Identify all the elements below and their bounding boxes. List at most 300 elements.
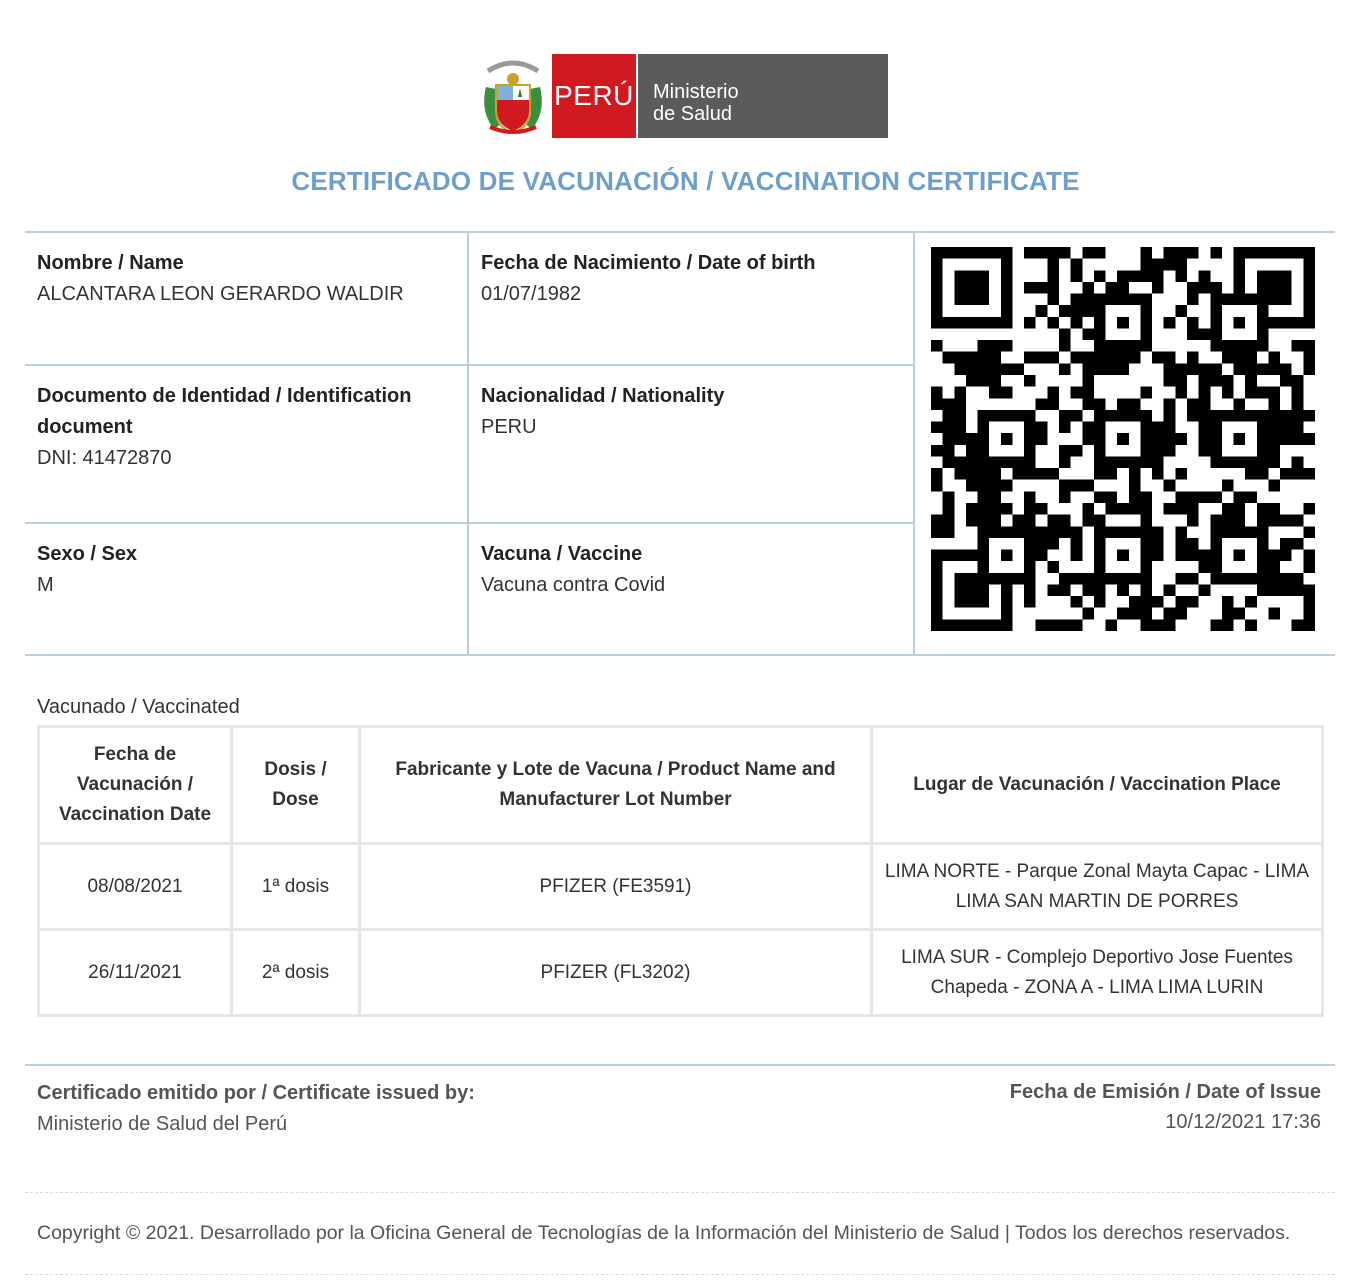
qr-module [1047, 398, 1059, 410]
qr-module [943, 619, 955, 631]
qr-module [1187, 398, 1199, 410]
qr-module [978, 352, 990, 364]
qr-module [966, 596, 978, 608]
qr-module [1175, 550, 1187, 562]
qr-module [1164, 410, 1176, 422]
qr-module [1106, 491, 1118, 503]
qr-module [1024, 573, 1036, 585]
qr-module [1222, 387, 1234, 399]
qr-module [1268, 247, 1280, 259]
qr-module [1245, 619, 1257, 631]
qr-module [1117, 573, 1129, 585]
qr-module [978, 596, 990, 608]
qr-module [1268, 550, 1280, 562]
qr-module [931, 305, 943, 317]
qr-module [1071, 619, 1083, 631]
name-label: Nombre / Name [37, 252, 184, 274]
qr-module [1140, 550, 1152, 562]
qr-module [1222, 375, 1234, 387]
qr-module [1024, 456, 1036, 468]
qr-module [1117, 584, 1129, 596]
qr-module [1175, 526, 1187, 538]
qr-module [1234, 282, 1246, 294]
qr-module [1280, 294, 1292, 306]
qr-module [1024, 491, 1036, 503]
qr-module [1303, 433, 1315, 445]
qr-module [1036, 550, 1048, 562]
qr-module [1012, 526, 1024, 538]
qr-module [1257, 456, 1269, 468]
qr-module [1106, 352, 1118, 364]
qr-module [1164, 259, 1176, 271]
qr-module [1292, 317, 1304, 329]
qr-module [1094, 596, 1106, 608]
qr-module [1175, 247, 1187, 259]
qr-module [1012, 573, 1024, 585]
qr-module [1257, 515, 1269, 527]
qr-module [954, 410, 966, 422]
qr-module [1164, 619, 1176, 631]
qr-module [1140, 515, 1152, 527]
qr-module [1047, 352, 1059, 364]
qr-module [1257, 387, 1269, 399]
qr-module [1234, 294, 1246, 306]
qr-module [1129, 608, 1141, 620]
qr-module [978, 445, 990, 457]
qr-module [943, 398, 955, 410]
qr-module [1164, 445, 1176, 457]
qr-module [1071, 445, 1083, 457]
qr-module [1001, 433, 1013, 445]
qr-module [1059, 480, 1071, 492]
qr-module [1245, 352, 1257, 364]
qr-module [1268, 317, 1280, 329]
qr-module [1129, 573, 1141, 585]
qr-module [978, 247, 990, 259]
qr-module [966, 503, 978, 515]
qr-module [1199, 584, 1211, 596]
qr-module [1140, 422, 1152, 434]
qr-module [1222, 352, 1234, 364]
qr-module [966, 550, 978, 562]
qr-module [1140, 445, 1152, 457]
qr-module [1268, 456, 1280, 468]
qr-module [1222, 503, 1234, 515]
qr-module [954, 317, 966, 329]
qr-module [1106, 410, 1118, 422]
qr-module [1140, 584, 1152, 596]
qr-module [1059, 328, 1071, 340]
qr-module [978, 491, 990, 503]
qr-module [1210, 515, 1222, 527]
qr-module [1106, 573, 1118, 585]
qr-module [1257, 363, 1269, 375]
qr-module [931, 608, 943, 620]
qr-module [1047, 294, 1059, 306]
qr-module [1187, 317, 1199, 329]
qr-module [1268, 282, 1280, 294]
qr-module [943, 491, 955, 503]
qr-module [1094, 491, 1106, 503]
dose-date: 26/11/2021 [39, 930, 232, 1016]
vaccination-table [37, 725, 1324, 1017]
qr-module [1164, 608, 1176, 620]
qr-module [1094, 584, 1106, 596]
qr-module [1047, 387, 1059, 399]
qr-module [1210, 328, 1222, 340]
qr-module [931, 270, 943, 282]
qr-module [954, 387, 966, 399]
qr-module [1152, 433, 1164, 445]
qr-module [1036, 619, 1048, 631]
qr-module [966, 375, 978, 387]
qr-module [1140, 619, 1152, 631]
qr-module [1129, 456, 1141, 468]
qr-module [1164, 352, 1176, 364]
qr-module [1257, 468, 1269, 480]
qr-module [1210, 526, 1222, 538]
qr-module [1257, 410, 1269, 422]
qr-module [943, 410, 955, 422]
qr-module [1071, 596, 1083, 608]
qr-module [1036, 282, 1048, 294]
qr-module [1140, 270, 1152, 282]
qr-module [989, 317, 1001, 329]
qr-module [1234, 608, 1246, 620]
dashed-divider [25, 1192, 1335, 1193]
qr-module [1140, 573, 1152, 585]
qr-module [978, 317, 990, 329]
qr-module [1071, 573, 1083, 585]
qr-module [1164, 375, 1176, 387]
qr-module [943, 247, 955, 259]
qr-module [1071, 352, 1083, 364]
qr-module [1106, 619, 1118, 631]
qr-module [1117, 270, 1129, 282]
qr-module [1234, 526, 1246, 538]
qr-module [1292, 573, 1304, 585]
qr-module [1012, 456, 1024, 468]
qr-module [1129, 596, 1141, 608]
qr-module [1152, 538, 1164, 550]
qr-module [989, 526, 1001, 538]
qr-module [1280, 433, 1292, 445]
qr-module [1024, 526, 1036, 538]
qr-module [1303, 584, 1315, 596]
qr-module [1280, 247, 1292, 259]
qr-module [1292, 410, 1304, 422]
qr-module [1140, 340, 1152, 352]
qr-module [1106, 340, 1118, 352]
qr-module [954, 270, 966, 282]
qr-module [1175, 491, 1187, 503]
qr-module [1117, 526, 1129, 538]
qr-module [1082, 422, 1094, 434]
qr-module [1071, 550, 1083, 562]
qr-module [1210, 619, 1222, 631]
qr-module [1140, 328, 1152, 340]
header [0, 50, 1371, 142]
qr-module [1047, 317, 1059, 329]
qr-module [1059, 491, 1071, 503]
qr-module [1303, 526, 1315, 538]
qr-module [1036, 526, 1048, 538]
qr-module [1129, 480, 1141, 492]
qr-module [1117, 282, 1129, 294]
qr-module [1082, 247, 1094, 259]
qr-module [989, 503, 1001, 515]
qr-module [1117, 317, 1129, 329]
qr-module [1257, 445, 1269, 457]
qr-module [1245, 387, 1257, 399]
qr-module [1187, 328, 1199, 340]
qr-module [1234, 410, 1246, 422]
qr-module [1164, 247, 1176, 259]
qr-module [954, 398, 966, 410]
qr-module [1245, 294, 1257, 306]
qr-module [1175, 259, 1187, 271]
qr-module [1117, 363, 1129, 375]
qr-module [1234, 398, 1246, 410]
qr-module [1001, 247, 1013, 259]
qr-module [931, 259, 943, 271]
qr-module [1129, 270, 1141, 282]
qr-module [1210, 363, 1222, 375]
qr-module [1001, 340, 1013, 352]
qr-module [1140, 387, 1152, 399]
qr-module [1117, 340, 1129, 352]
qr-module [1222, 619, 1234, 631]
qr-module [1234, 363, 1246, 375]
qr-module [1059, 584, 1071, 596]
qr-module [1094, 515, 1106, 527]
qr-module [1094, 468, 1106, 480]
qr-module [1210, 456, 1222, 468]
qr-module [1036, 503, 1048, 515]
qr-module [1082, 515, 1094, 527]
qr-module [1175, 363, 1187, 375]
qr-module [1140, 596, 1152, 608]
qr-module [1117, 503, 1129, 515]
qr-module [1234, 503, 1246, 515]
qr-code-icon [931, 247, 1315, 631]
qr-module [1175, 608, 1187, 620]
qr-module [954, 584, 966, 596]
qr-module [966, 294, 978, 306]
qr-module [1036, 247, 1048, 259]
qr-module [1210, 375, 1222, 387]
qr-module [1234, 270, 1246, 282]
qr-module [1047, 538, 1059, 550]
qr-module [1082, 305, 1094, 317]
qr-module [943, 422, 955, 434]
qr-module [1175, 468, 1187, 480]
qr-module [931, 515, 943, 527]
qr-module [1187, 538, 1199, 550]
qr-module [931, 340, 943, 352]
qr-module [1106, 294, 1118, 306]
qr-module [1199, 491, 1211, 503]
qr-module [1292, 422, 1304, 434]
qr-module [1292, 398, 1304, 410]
qr-module [1140, 538, 1152, 550]
qr-module [1001, 294, 1013, 306]
qr-module [1303, 259, 1315, 271]
qr-module [954, 363, 966, 375]
qr-module [1199, 398, 1211, 410]
qr-module [1059, 247, 1071, 259]
header-dose: Dosis / Dose [232, 727, 360, 844]
qr-module [1234, 352, 1246, 364]
qr-module [1303, 550, 1315, 562]
qr-module [1234, 550, 1246, 562]
qr-module [1071, 259, 1083, 271]
qr-module [1129, 398, 1141, 410]
qr-module [1164, 398, 1176, 410]
qr-module [1140, 410, 1152, 422]
qr-module [1257, 526, 1269, 538]
qr-module [1245, 596, 1257, 608]
qr-module [1164, 317, 1176, 329]
qr-module [1024, 247, 1036, 259]
qr-module [1140, 456, 1152, 468]
qr-module [989, 456, 1001, 468]
qr-module [1175, 433, 1187, 445]
qr-module [989, 515, 1001, 527]
qr-module [1106, 526, 1118, 538]
qr-module [1001, 619, 1013, 631]
qr-module [978, 294, 990, 306]
document-value: DNI: 41472870 [37, 447, 172, 469]
qr-module [1024, 282, 1036, 294]
dob-value: 01/07/1982 [481, 283, 582, 305]
qr-module [1175, 573, 1187, 585]
qr-module [1280, 375, 1292, 387]
qr-module [1257, 340, 1269, 352]
qr-module [1001, 259, 1013, 271]
qr-module [1210, 282, 1222, 294]
qr-module [1210, 410, 1222, 422]
qr-module [1280, 515, 1292, 527]
qr-module [1268, 503, 1280, 515]
dose-place: LIMA NORTE - Parque Zonal Mayta Capac - LIMA LIMA SAN MARTIN DE PORRES [872, 844, 1323, 930]
qr-module [1292, 340, 1304, 352]
qr-module [1257, 573, 1269, 585]
qr-module [1094, 526, 1106, 538]
qr-module [1001, 270, 1013, 282]
qr-module [1152, 282, 1164, 294]
qr-module [978, 468, 990, 480]
table-header-row [39, 727, 1323, 844]
vaccinated-caption: Vacunado / Vaccinated [37, 696, 240, 718]
qr-module [931, 480, 943, 492]
qr-module [1222, 480, 1234, 492]
qr-module [989, 352, 1001, 364]
qr-module [1024, 317, 1036, 329]
qr-module [1059, 340, 1071, 352]
qr-module [1140, 608, 1152, 620]
qr-module [931, 573, 943, 585]
qr-module [1117, 398, 1129, 410]
ministry-brand [638, 54, 888, 138]
qr-module [1071, 270, 1083, 282]
qr-module [1129, 491, 1141, 503]
qr-module [1071, 317, 1083, 329]
qr-module [978, 619, 990, 631]
qr-module [1292, 468, 1304, 480]
qr-module [1129, 468, 1141, 480]
dose-product: PFIZER (FE3591) [360, 844, 872, 930]
qr-module [1036, 352, 1048, 364]
qr-module [1175, 270, 1187, 282]
qr-module [1164, 584, 1176, 596]
qr-module [931, 317, 943, 329]
qr-module [1059, 305, 1071, 317]
qr-module [1140, 247, 1152, 259]
qr-module [989, 363, 1001, 375]
qr-module [1082, 363, 1094, 375]
qr-module [931, 584, 943, 596]
qr-module [1152, 550, 1164, 562]
qr-module [1094, 456, 1106, 468]
qr-module [989, 468, 1001, 480]
qr-module [1234, 340, 1246, 352]
qr-module [1024, 410, 1036, 422]
qr-module [1257, 282, 1269, 294]
qr-module [1024, 503, 1036, 515]
nationality-label: Nacionalidad / Nationality [481, 385, 725, 407]
qr-module [1268, 352, 1280, 364]
qr-module [1234, 515, 1246, 527]
qr-module [1303, 561, 1315, 573]
qr-module [1094, 410, 1106, 422]
qr-module [1257, 328, 1269, 340]
qr-module [1280, 550, 1292, 562]
dob-label: Fecha de Nacimiento / Date of birth [481, 252, 816, 274]
qr-module [1292, 584, 1304, 596]
qr-module [978, 456, 990, 468]
qr-module [1129, 352, 1141, 364]
qr-module [1140, 305, 1152, 317]
qr-module [1024, 445, 1036, 457]
qr-module [1280, 573, 1292, 585]
header-product: Fabricante y Lote de Vacuna / Product Name and Manufacturer Lot Number [360, 727, 872, 844]
qr-module [1152, 270, 1164, 282]
document-cell [25, 366, 445, 522]
qr-module [943, 503, 955, 515]
qr-module [1152, 352, 1164, 364]
document-label: Documento de Identidad / Identification document [37, 385, 412, 438]
qr-module [1303, 270, 1315, 282]
qr-module [1303, 317, 1315, 329]
dose-place: LIMA SUR - Complejo Deportivo Jose Fuentes Chapeda - ZONA A - LIMA LIMA LURIN [872, 930, 1323, 1016]
qr-module [1303, 294, 1315, 306]
qr-module [1292, 619, 1304, 631]
qr-module [978, 561, 990, 573]
qr-module [1024, 584, 1036, 596]
qr-module [966, 619, 978, 631]
qr-module [1210, 491, 1222, 503]
qr-module [1257, 538, 1269, 550]
qr-module [1245, 491, 1257, 503]
qr-module [931, 445, 943, 457]
sex-cell [25, 524, 467, 654]
qr-module [966, 433, 978, 445]
qr-module [989, 573, 1001, 585]
sex-label: Sexo / Sex [37, 543, 138, 565]
qr-module [1082, 387, 1094, 399]
qr-module [1245, 363, 1257, 375]
